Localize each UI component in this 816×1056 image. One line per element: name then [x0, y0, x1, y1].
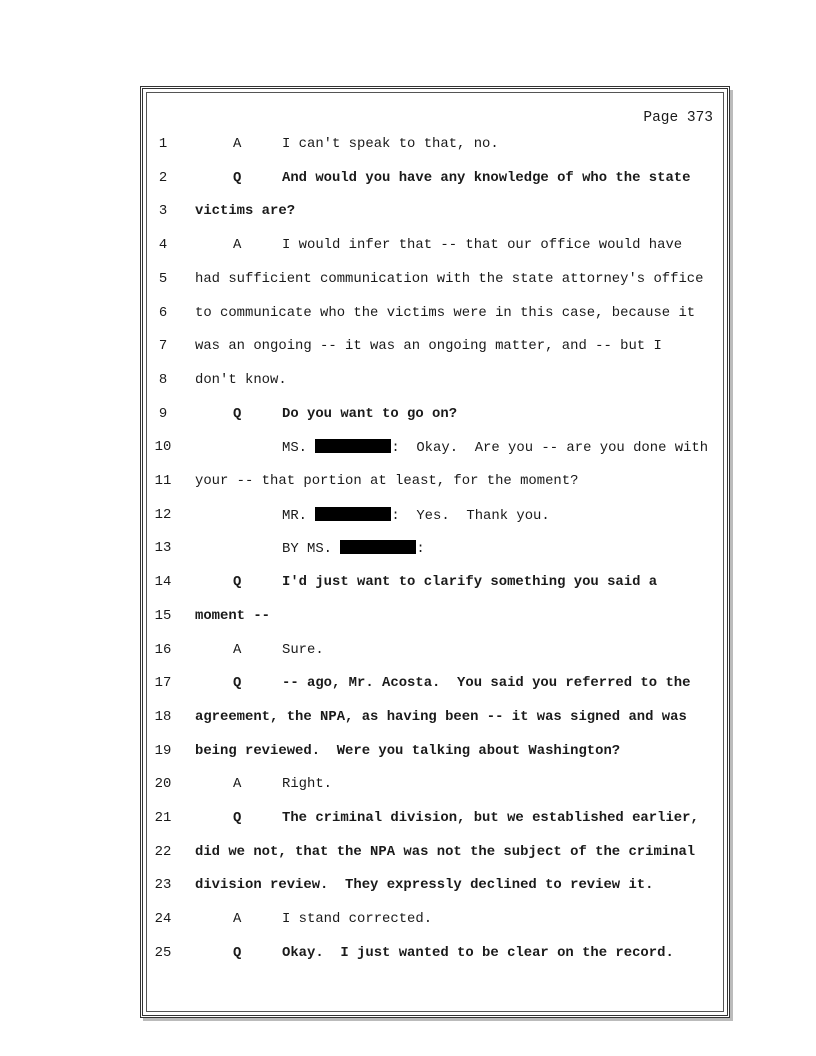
transcript-line	[0, 439, 816, 459]
speaker-prefix: MS.	[282, 440, 316, 457]
line-number: 23	[154, 877, 172, 894]
speaker-label: A	[233, 641, 242, 658]
line-text: division review. They expressly declined to review it.	[195, 877, 654, 894]
colloquy-text	[282, 439, 708, 456]
line-number: 15	[154, 607, 172, 624]
line-number: 5	[158, 270, 168, 287]
transcript-line	[0, 271, 816, 291]
transcript-line	[0, 372, 816, 392]
line-text: The criminal division, but we established earlier,	[282, 810, 699, 826]
line-number: 22	[154, 843, 172, 860]
line-number: 2	[158, 169, 168, 186]
transcript-line	[0, 608, 816, 628]
line-number: 14	[154, 574, 172, 591]
transcript-line	[0, 203, 816, 223]
speaker-label: A	[233, 911, 242, 928]
frame-shadow	[143, 1018, 733, 1021]
line-number: 11	[154, 473, 172, 489]
speaker-prefix: MR.	[282, 507, 316, 524]
line-text: was an ongoing -- it was an ongoing matter, and -- but I	[195, 338, 662, 355]
transcript-line	[0, 338, 816, 358]
line-text: Okay. I just wanted to be clear on the record.	[282, 944, 674, 961]
transcript-line	[0, 237, 816, 257]
line-number: 4	[158, 237, 168, 254]
line-text: did we not, that the NPA was not the subject of the criminal	[195, 843, 696, 860]
transcript-line	[0, 540, 816, 560]
transcript-line	[0, 473, 816, 493]
speaker-label: A	[233, 136, 242, 152]
transcript-line	[0, 844, 816, 864]
transcript-line	[0, 574, 816, 594]
transcript-line	[0, 743, 816, 763]
line-number: 6	[158, 304, 168, 321]
transcript-line	[0, 911, 816, 931]
transcript-line	[0, 642, 816, 662]
line-number: 21	[154, 810, 172, 826]
colloquy-text	[282, 540, 425, 557]
line-number: 24	[154, 911, 172, 928]
line-number: 10	[154, 439, 172, 456]
speaker-label: Q	[233, 944, 242, 961]
line-text: had sufficient communication with the state attorney's office	[195, 270, 704, 287]
transcript-line	[0, 305, 816, 325]
speaker-label: A	[233, 237, 242, 254]
line-number: 19	[154, 742, 172, 759]
speaker-label: Q	[233, 810, 242, 826]
colloquy-text	[282, 507, 550, 524]
colloquy-remark: :	[416, 541, 425, 558]
transcript-line	[0, 945, 816, 965]
line-number: 13	[154, 540, 172, 557]
line-text: moment --	[195, 607, 271, 624]
line-text: I'd just want to clarify something you said a	[282, 574, 658, 591]
line-text: your -- that portion at least, for the moment?	[195, 473, 579, 489]
line-number: 12	[154, 506, 172, 523]
line-text: victims are?	[195, 203, 296, 220]
speaker-label: Q	[233, 405, 242, 422]
transcript-line	[0, 810, 816, 830]
transcript-line	[0, 136, 816, 156]
transcript-line	[0, 709, 816, 729]
line-number: 18	[154, 708, 172, 725]
line-text: -- ago, Mr. Acosta. You said you referred to the	[282, 675, 691, 692]
line-text: I can't speak to that, no.	[282, 136, 499, 152]
line-text: I would infer that -- that our office would have	[282, 237, 683, 254]
line-number: 8	[158, 371, 168, 388]
colloquy-remark: : Yes. Thank you.	[391, 507, 550, 524]
transcript-line	[0, 776, 816, 796]
speaker-label: Q	[233, 169, 242, 186]
line-number: 25	[154, 944, 172, 961]
transcript-line	[0, 406, 816, 426]
line-text: I stand corrected.	[282, 911, 433, 928]
redaction-box	[315, 439, 391, 453]
speaker-prefix: BY MS.	[282, 541, 341, 558]
redaction-box	[315, 507, 391, 521]
redaction-box	[340, 540, 416, 554]
line-number: 17	[154, 675, 172, 692]
line-text: being reviewed. Were you talking about Washington?	[195, 742, 621, 759]
line-number: 3	[158, 203, 168, 220]
transcript-line	[0, 675, 816, 695]
line-number: 7	[158, 338, 168, 355]
line-text: to communicate who the victims were in this case, because it	[195, 304, 696, 321]
speaker-label: Q	[233, 675, 242, 692]
line-text: Right.	[282, 776, 333, 793]
line-number: 20	[154, 776, 172, 793]
line-text: And would you have any knowledge of who the state	[282, 169, 691, 186]
colloquy-remark: : Okay. Are you -- are you done with	[391, 440, 709, 457]
speaker-label: A	[233, 776, 242, 793]
line-text: Do you want to go on?	[282, 405, 458, 422]
transcript-line	[0, 507, 816, 527]
line-text: Sure.	[282, 641, 324, 658]
line-text: don't know.	[195, 371, 287, 388]
line-number: 9	[158, 405, 168, 422]
page-number: Page 373	[643, 110, 713, 126]
speaker-label: Q	[233, 574, 242, 591]
line-text: agreement, the NPA, as having been -- it was signed and was	[195, 708, 687, 725]
line-number: 16	[154, 641, 172, 658]
transcript-line	[0, 170, 816, 190]
transcript-line	[0, 877, 816, 897]
line-number: 1	[158, 136, 168, 152]
